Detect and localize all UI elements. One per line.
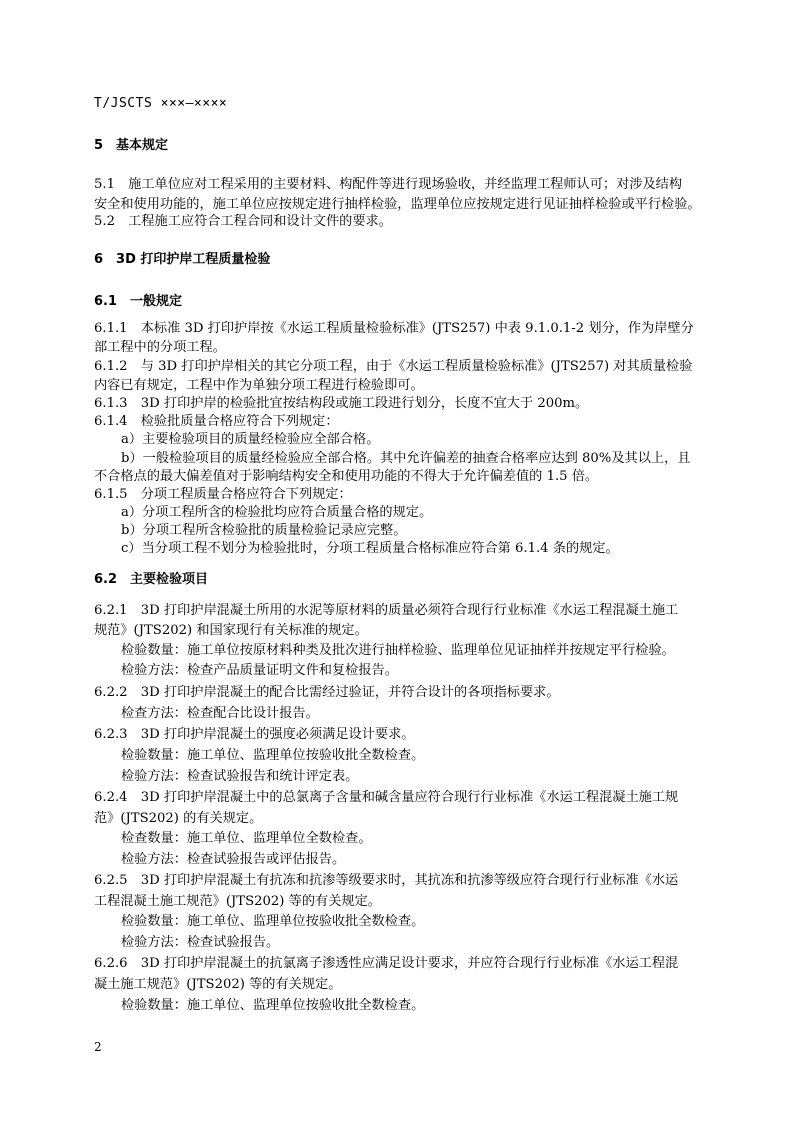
clause-6-1-5-b: b）分项工程所含检验批的质量检验记录应完整。: [121, 523, 407, 538]
clause-6-1-3: 6.1.3 3D 打印护岸的检验批宜按结构段或施工段进行划分，长度不宜大于 200m。: [94, 396, 589, 411]
clause-6-1-2-line-1: 6.1.2 与 3D 打印护岸相关的其它分项工程，由于《水运工程质量检验标准》(JTS257) 对其质量检验: [94, 359, 693, 374]
clause-6-2-2-line-1: 6.2.2 3D 打印护岸混凝土的配合比需经过验证，并符合设计的各项指标要求。: [94, 685, 560, 700]
clause-6-2-6-line-1: 6.2.6 3D 打印护岸混凝土的抗氯离子渗透性应满足设计要求，并应符合现行行业标准《水运工程混: [94, 956, 679, 971]
clause-6-2-1-method: 检验方法：检查产品质量证明文件和复检报告。: [121, 663, 398, 678]
section-6-title: 6 3D 打印护岸工程质量检验: [94, 252, 271, 267]
clause-6-1-5: 6.1.5 分项工程质量合格应符合下列规定：: [94, 487, 352, 502]
clause-6-2-6-line-2: 凝土施工规范》(JTS202) 等的有关规定。: [94, 977, 342, 992]
clause-6-2-5-line-2: 工程混凝土施工规范》(JTS202) 等的有关规定。: [94, 894, 381, 909]
clause-6-2-3-line-1: 6.2.3 3D 打印护岸混凝土的强度必须满足设计要求。: [94, 727, 415, 742]
clause-6-2-3-method: 检验方法：检查试验报告和统计评定表。: [121, 769, 359, 784]
page-number: 2: [94, 1040, 102, 1054]
clause-6-2-2-method: 检查方法：检查配合比设计报告。: [121, 706, 319, 721]
clause-6-2-5-line-1: 6.2.5 3D 打印护岸混凝土有抗冻和抗渗等级要求时，其抗冻和抗渗等级应符合现行行业标准《水运: [94, 873, 679, 888]
standard-code: T/JSCTS ×××—××××: [94, 96, 228, 111]
clause-6-2-3-quantity: 检验数量：施工单位、监理单位按验收批全数检查。: [121, 748, 425, 763]
clause-5-2: 5.2 工程施工应符合工程合同和设计文件的要求。: [94, 214, 392, 229]
section-6-2-title: 6.2 主要检验项目: [94, 572, 209, 587]
clause-6-2-4-quantity: 检查数量：施工单位、监理单位全数检查。: [121, 831, 372, 846]
clause-6-1-1-line-2: 部工程中的分项工程。: [94, 340, 226, 355]
clause-6-1-4-a: a）主要检验项目的质量经检验应全部合格。: [121, 432, 380, 447]
clause-6-1-5-a: a）分项工程所含的检验批均应符合质量合格的规定。: [121, 505, 433, 520]
clause-6-1-2-line-2: 内容已有规定，工程中作为单独分项工程进行检验即可。: [94, 378, 424, 393]
clause-6-1-5-c: c）当分项工程不划分为检验批时，分项工程质量合格标准应符合第 6.1.4 条的规定。: [121, 541, 619, 556]
clause-6-1-4-b-line-1: b）一般检验项目的质量经检验应全部合格。其中允许偏差的抽查合格率应达到 80%及其以上，且: [121, 451, 691, 466]
clause-6-1-4: 6.1.4 检验批质量合格应符合下列规定：: [94, 414, 339, 429]
clause-6-2-1-line-2: 规范》(JTS202) 和国家现行有关标准的规定。: [94, 623, 368, 638]
clause-6-2-1-quantity: 检验数量：施工单位按原材料种类及批次进行抽样检验、监理单位见证抽样并按规定平行检验。: [121, 643, 675, 658]
clause-6-1-1-line-1: 6.1.1 本标准 3D 打印护岸按《水运工程质量检验标准》(JTS257) 中表 9.1.0.1-2 划分，作为岸壁分: [94, 321, 694, 336]
clause-6-1-4-b-line-2: 不合格点的最大偏差值对于影响结构安全和使用功能的不得大于允许偏差值的 1.5 倍。: [94, 469, 599, 484]
clause-6-2-4-line-1: 6.2.4 3D 打印护岸混凝土中的总氯离子含量和碱含量应符合现行行业标准《水运工程混凝土施工规: [94, 790, 679, 805]
clause-5-1-line-1: 5.1 施工单位应对工程采用的主要材料、构配件等进行现场验收，并经监理工程师认可；对涉及结构: [94, 177, 683, 192]
clause-6-2-5-method: 检验方法：检查试验报告。: [121, 935, 280, 950]
section-5-title: 5 基本规定: [94, 138, 169, 153]
section-6-1-title: 6.1 一般规定: [94, 294, 183, 309]
clause-6-2-4-method: 检验方法：检查试验报告或评估报告。: [121, 852, 346, 867]
clause-6-2-1-line-1: 6.2.1 3D 打印护岸混凝土所用的水泥等原材料的质量必须符合现行行业标准《水运工程混凝土施工: [94, 603, 679, 618]
clause-6-2-5-quantity: 检验数量：施工单位、监理单位按验收批全数检查。: [121, 914, 425, 929]
clause-6-2-6-quantity: 检验数量：施工单位、监理单位按验收批全数检查。: [121, 998, 425, 1013]
clause-6-2-4-line-2: 范》(JTS202) 的有关规定。: [94, 811, 263, 826]
clause-5-1-line-2: 安全和使用功能的，施工单位应按规定进行抽样检验，监理单位应按规定进行见证抽样检验或平行检验。: [94, 197, 701, 212]
